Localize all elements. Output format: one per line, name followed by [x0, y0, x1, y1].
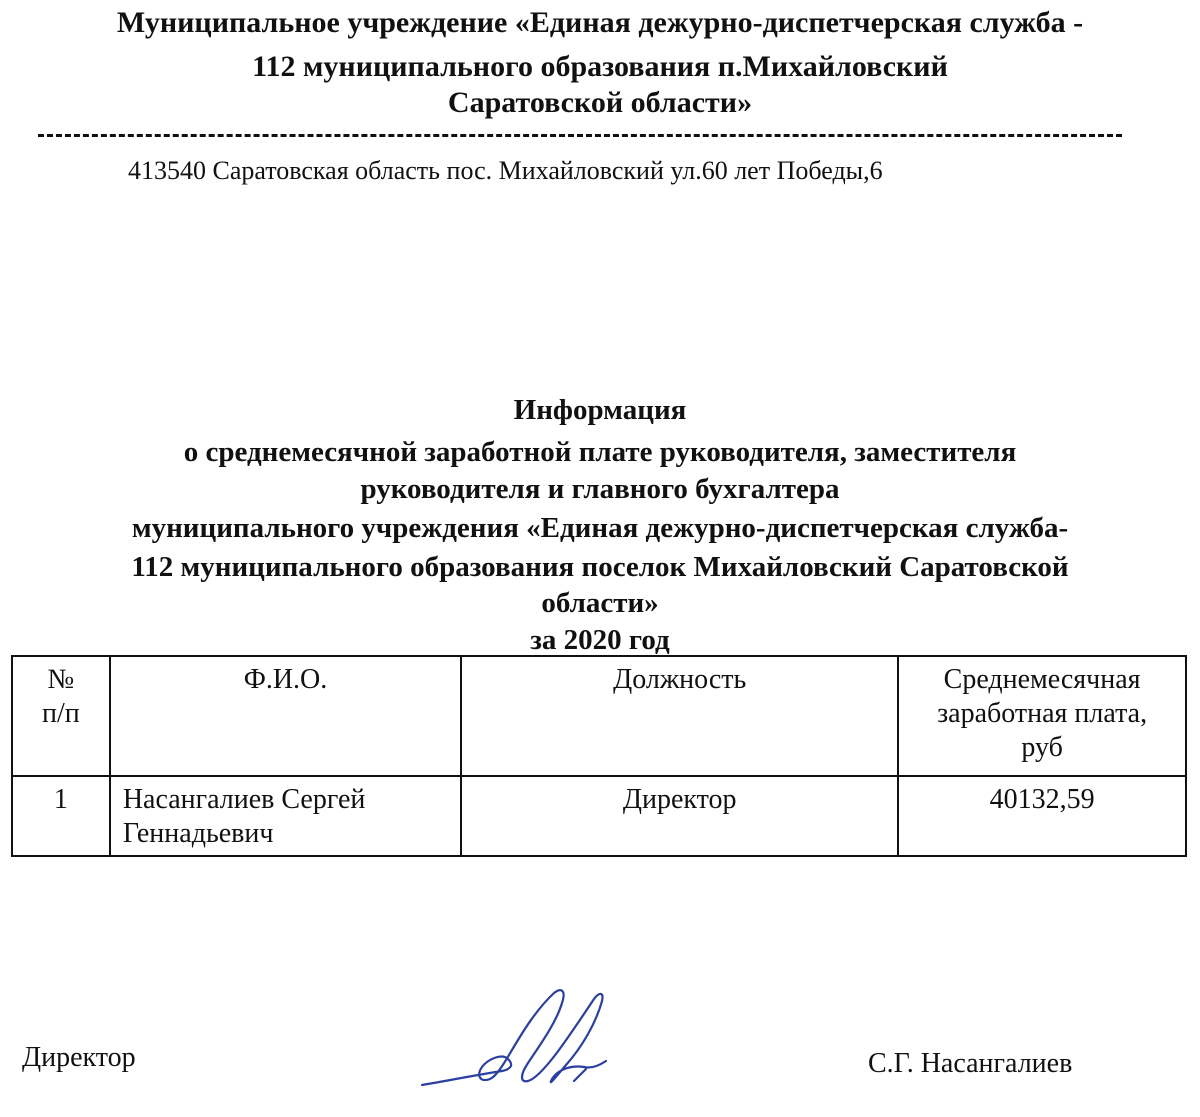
- org-name-line-1: Муниципальное учреждение «Единая дежурно-диспетчерская служба -: [116, 6, 1084, 39]
- doc-subtitle-line-3: муниципального учреждения «Единая дежурно-диспетчерская служба-: [131, 512, 1069, 544]
- doc-subtitle-line-4: 112 муниципального образования поселок Михайловский Саратовской: [131, 551, 1069, 583]
- org-address: 413540 Саратовская область пос. Михайловский ул.60 лет Победы,6: [128, 156, 883, 185]
- cell-fio: [110, 776, 461, 856]
- col-header-fio: [110, 656, 461, 776]
- col-header-position: [461, 656, 898, 776]
- cell-salary: 40132,59: [898, 776, 1186, 856]
- col-header-fio-label: Ф.И.О.: [243, 664, 328, 695]
- doc-subtitle-line-5: области»: [541, 587, 659, 619]
- doc-subtitle-line-1: о среднемесячной заработной плате руководителя, заместителя: [183, 436, 1017, 468]
- col-header-number-line-1: №: [47, 664, 75, 695]
- col-header-position-label: Должность: [613, 664, 747, 695]
- table-row: [12, 776, 1186, 856]
- org-name-line-2: 112 муниципального образования п.Михайловский: [252, 50, 948, 83]
- col-header-number: [12, 656, 110, 776]
- doc-subtitle-line-2: руководителя и главного бухгалтера: [360, 473, 840, 505]
- col-header-salary-line-2: заработная плата,: [937, 698, 1148, 729]
- cell-number: 1: [12, 776, 110, 856]
- salary-table: [11, 655, 1187, 857]
- signature-stroke-2: [528, 994, 603, 1082]
- col-header-salary-line-1: Среднемесячная: [943, 664, 1141, 695]
- signature-stroke-4: [574, 1069, 586, 1081]
- cell-fio-line-2: Геннадьевич: [122, 818, 274, 849]
- signature-stroke-3: [584, 1061, 606, 1068]
- table-header-row: [12, 656, 1186, 776]
- col-header-salary: [898, 656, 1186, 776]
- cell-position: Директор: [461, 776, 898, 856]
- cell-fio-line-1: Насангалиев Сергей: [122, 784, 366, 815]
- signatory-role: Директор: [22, 1042, 136, 1073]
- col-header-number-line-2: п/п: [42, 698, 80, 729]
- doc-title: Информация: [513, 394, 687, 426]
- doc-period: за 2020 год: [530, 624, 670, 656]
- dashed-divider: [38, 134, 1122, 137]
- org-name-line-3: Саратовской области»: [447, 86, 753, 119]
- signatory-name: С.Г. Насангалиев: [868, 1048, 1073, 1079]
- handwritten-signature: [416, 985, 626, 1095]
- col-header-salary-line-3: руб: [1021, 732, 1063, 763]
